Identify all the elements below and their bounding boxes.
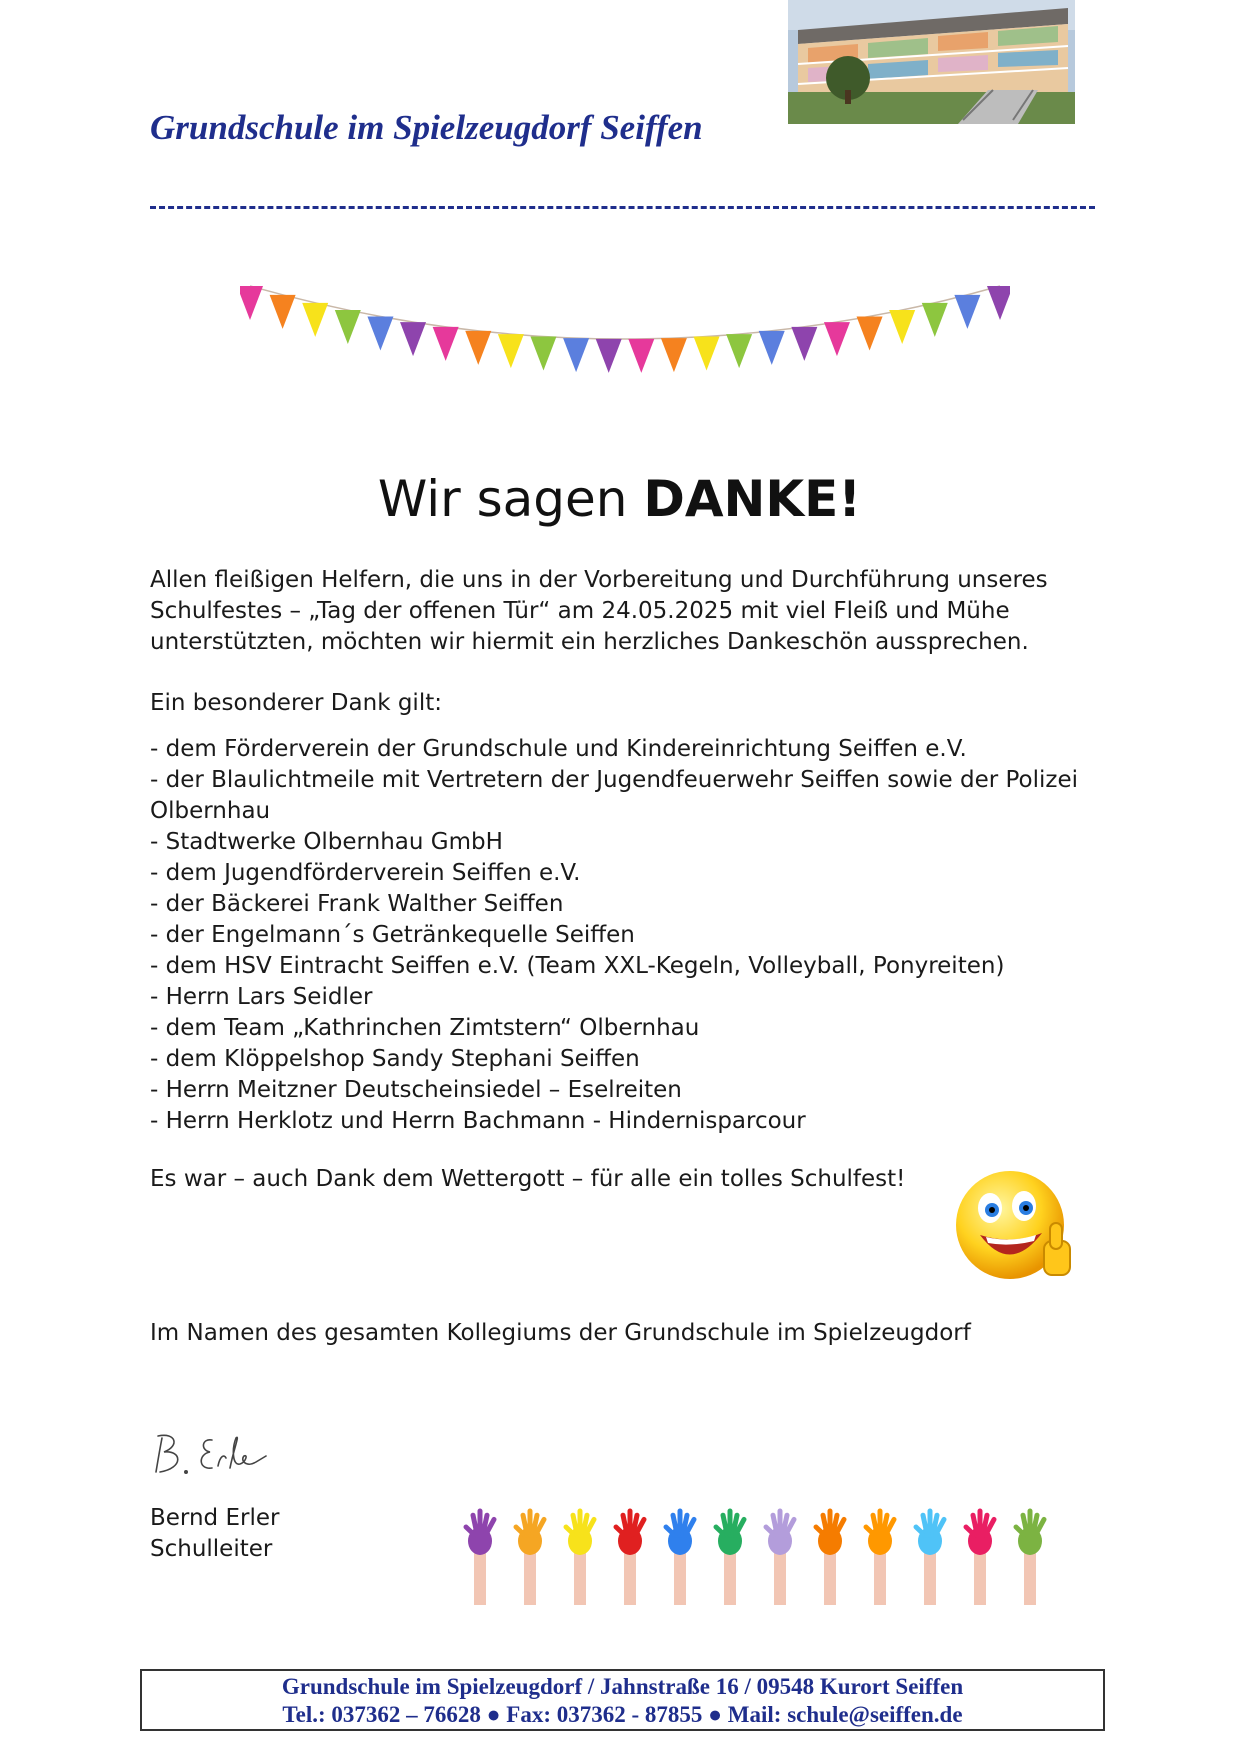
bunting-flag: [857, 316, 883, 350]
list-item: - Herrn Lars Seidler: [150, 984, 373, 1010]
list-item: - Herrn Meitzner Deutscheinsiedel – Eselreiten: [150, 1077, 682, 1103]
handwritten-signature: [150, 1428, 270, 1480]
bunting-flag: [628, 339, 654, 373]
bunting-flag: [759, 331, 785, 365]
list-item: - dem Team „Kathrinchen Zimtstern“ Olbernhau: [150, 1015, 700, 1041]
headline-regular: Wir sagen: [377, 470, 644, 528]
bunting-flag: [433, 327, 459, 361]
painted-hand: [916, 1511, 944, 1605]
bunting-flag: [694, 336, 720, 370]
painted-hand: [666, 1511, 694, 1605]
list-item: - dem Jugendförderverein Seiffen e.V.: [150, 860, 581, 886]
list-item: - der Bäckerei Frank Walther Seiffen: [150, 891, 564, 917]
bunting-flag: [240, 286, 263, 320]
closing-line: Im Namen des gesamten Kollegiums der Grundschule im Spielzeugdorf: [150, 1320, 971, 1346]
bunting-flag: [563, 338, 589, 372]
dashed-separator: [150, 206, 1095, 209]
thanks-list: [150, 734, 1090, 1137]
painted-hand: [516, 1511, 544, 1605]
bunting-flag: [302, 303, 328, 337]
list-item: - der Engelmann´s Getränkequelle Seiffen: [150, 922, 635, 948]
bunting-flag: [824, 322, 850, 356]
painted-hand: [566, 1511, 594, 1605]
bunting-flag: [889, 310, 915, 344]
list-item: - dem Klöppelshop Sandy Stephani Seiffen: [150, 1046, 640, 1072]
list-item: - dem HSV Eintracht Seiffen e.V. (Team XXL-Kegeln, Volleyball, Ponyreiten): [150, 953, 1005, 979]
bunting-decoration: [240, 272, 1010, 422]
bunting-flag: [400, 322, 426, 356]
painted-hand: [1016, 1511, 1044, 1605]
bunting-flag: [954, 295, 980, 329]
signer-role: Schulleiter: [150, 1536, 273, 1562]
bunting-flag: [726, 334, 752, 368]
intro-paragraph: Allen fleißigen Helfern, die uns in der Vorbereitung und Durchführung unseres Schulfestes – „Tag der offenen Tür“ am 24.05.2025 mit viel Fleiß und Mühe unterstützten, möchten wir hiermit ein herzliches Dankeschön aussprechen.: [150, 567, 1048, 655]
bunting-flag: [922, 303, 948, 337]
painted-hand: [966, 1511, 994, 1605]
painted-hand: [466, 1511, 494, 1605]
weather-line: Es war – auch Dank dem Wettergott – für alle ein tolles Schulfest!: [150, 1166, 906, 1192]
bunting-flag: [596, 339, 622, 373]
list-item: - dem Förderverein der Grundschule und Kindereinrichtung Seiffen e.V.: [150, 736, 967, 762]
bunting-flag: [661, 338, 687, 372]
list-item: - der Blaulichtmeile mit Vertretern der Jugendfeuerwehr Seiffen sowie der Polizei Olbernhau: [150, 767, 1079, 824]
painted-hand: [766, 1511, 794, 1605]
smiley-thumbs-up-icon: [952, 1163, 1082, 1288]
school-building-photo: [788, 0, 1075, 124]
bunting-flag: [987, 286, 1010, 320]
painted-hands-decoration: [455, 1505, 1055, 1605]
list-item: - Stadtwerke Olbernhau GmbH: [150, 829, 503, 855]
painted-hand: [716, 1511, 744, 1605]
bunting-flag: [335, 310, 361, 344]
bunting-flag: [270, 295, 296, 329]
bunting-flag: [530, 336, 556, 370]
painted-hand: [816, 1511, 844, 1605]
painted-hand: [866, 1511, 894, 1605]
footer-address: Grundschule im Spielzeugdorf / Jahnstraße 16 / 09548 Kurort Seiffen: [281, 1674, 964, 1699]
footer-contact: Tel.: 037362 – 76628 ● Fax: 037362 - 87855 ● Mail: schule@seiffen.de: [282, 1702, 963, 1727]
bunting-flag: [791, 327, 817, 361]
bunting-flag: [367, 316, 393, 350]
bunting-flag: [465, 331, 491, 365]
headline-bold: DANKE!: [643, 470, 862, 528]
headline: [0, 470, 1239, 528]
thanks-lead: Ein besonderer Dank gilt:: [150, 690, 442, 716]
school-title: Grundschule im Spielzeugdorf Seiffen: [150, 108, 703, 147]
footer-address-box: [140, 1669, 1105, 1731]
signer-name: Bernd Erler: [150, 1505, 280, 1531]
list-item: - Herrn Herklotz und Herrn Bachmann - Hindernisparcour: [150, 1108, 806, 1134]
painted-hand: [616, 1511, 644, 1605]
bunting-flag: [498, 334, 524, 368]
